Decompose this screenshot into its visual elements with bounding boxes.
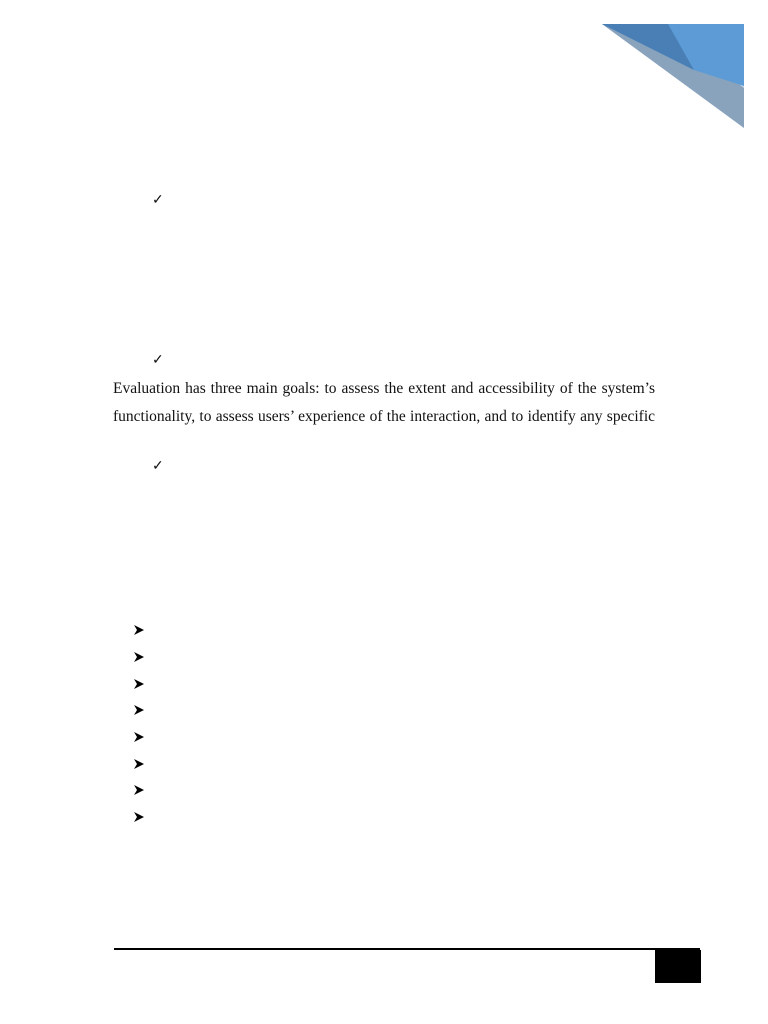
- check-mark-icon: ✓: [152, 353, 164, 368]
- arrow-bullet-icon: [133, 758, 145, 770]
- arrow-bullet-icon: [133, 704, 145, 716]
- arrow-bullet-icon: [133, 651, 145, 663]
- paragraph-line-2: functionality, to assess users’ experience of the interaction, and to identify any specific: [113, 408, 655, 425]
- arrow-bullet-icon: [133, 811, 145, 823]
- paragraph-line-1: Evaluation has three main goals: to assess the extent and accessibility of the system’s: [113, 380, 655, 397]
- footer-rule: [114, 948, 700, 950]
- corner-decoration-graphic: [598, 22, 746, 130]
- check-mark-icon: ✓: [152, 459, 164, 474]
- arrow-bullet-icon: [133, 624, 145, 636]
- check-mark-icon: ✓: [152, 193, 164, 208]
- arrow-bullet-icon: [133, 678, 145, 690]
- arrow-bullet-icon: [133, 784, 145, 796]
- page-number-box: [655, 950, 701, 983]
- arrow-bullet-icon: [133, 731, 145, 743]
